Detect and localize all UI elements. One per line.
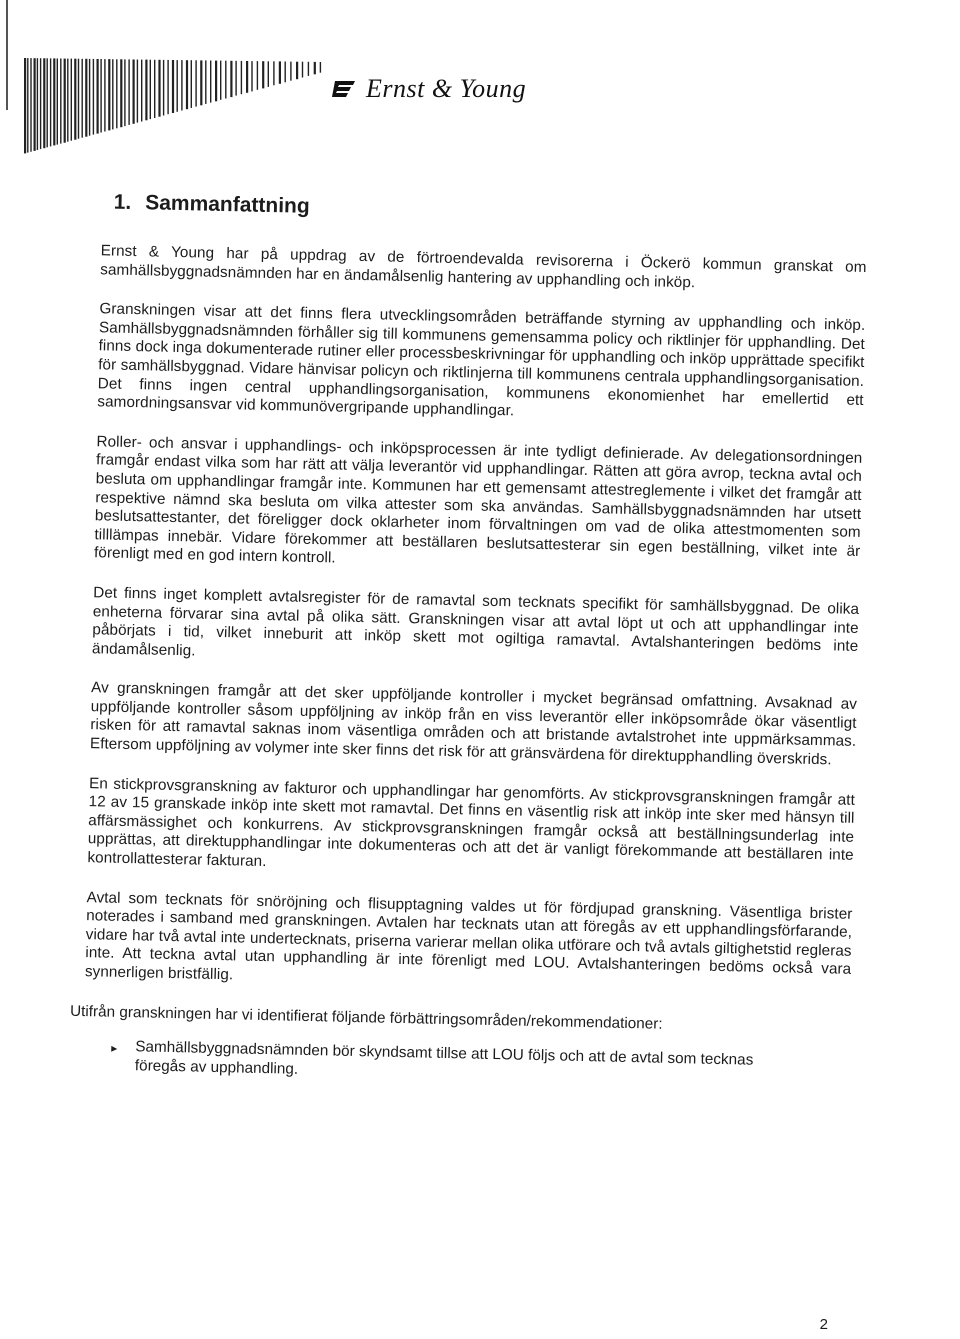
barcode-bar — [71, 59, 72, 141]
paragraph-roles: Roller- och ansvar i upphandlings- och inköpsprocessen är inte tydligt definierade. Av delegationsordningen framgår endast vilka som har rätt att välja leverantör vid upphandlingar. Rätten att göra avrop, teckna avtal och besluta om upphandlingar framgår inte. Kommunen har ett gemensamt attestreglemente i vilket det framgår att respektive nämnd ska besluta om vilka attester som ska användas. Samhällsbyggnadsnämnden har utsett beslutsattestanter, det föreligger dock oklarheter inom förvaltningen om vad de olika attestmomenten som tilllämpas innebär. Vidare förekommer att beställaren beslutsattesterar sin egen beställning, vilket inte är förenligt med en god intern kontroll. — [93, 432, 863, 567]
barcode-bar — [308, 62, 309, 76]
recommendation-text: Samhällsbyggnadsnämnden bör skyndsamt tillse att LOU följs och att de avtal som tecknas föregås av upphandling. — [134, 1038, 754, 1078]
barcode-bar — [60, 59, 61, 144]
summary-section — [69, 190, 868, 1091]
barcode-bar — [104, 59, 105, 131]
paragraph-snow-clearing: Avtal som tecknats för snöröjning och flisupptagning valdes ut för fördjupad granskning. Väsentliga brister noterades i samband med granskningen. Avtalen har tecknats utan att föregås av ett upphandlingsförfarande, vidare har två avtal inte undertecknats, priserna varierar mellan olika utförare och två avtals giltighetstid regleras inte. Att teckna avtal utan upphandling är inte förenligt med LOU. Avtalshanteringen bedöms också vara synnerligen bristfällig. — [84, 888, 853, 984]
barcode-bar — [43, 58, 45, 148]
barcode-bar — [177, 60, 178, 112]
barcode-bar — [172, 60, 174, 113]
paragraph-contract-register: Det finns inget komplett avtalsregister för de ramavtal som tecknats specifikt för samhällsbyggnad. De olika enheterna förvarar sina avtal på olika sätt. Granskningen visar att avtal löpt ut och att upphandlingar inte påbörjats i tid, vilket inneburit att inköp skett mot ogiltiga ramavtal. Avtalshanteringen bedöms inte ändamålsenlig. — [91, 584, 860, 660]
barcode-bar — [112, 59, 113, 129]
barcode-bar — [128, 59, 129, 125]
barcode-bar — [30, 58, 31, 152]
barcode-bar — [314, 62, 316, 74]
barcode-bar — [195, 60, 196, 106]
barcode-bar — [116, 59, 117, 128]
barcode-bar — [210, 61, 211, 103]
barcode-bar — [27, 58, 28, 153]
barcode-bar — [82, 59, 83, 138]
barcode-bar — [97, 59, 99, 134]
barcode-bar — [141, 60, 142, 122]
barcode-bar — [167, 60, 168, 114]
barcode-bar — [285, 62, 286, 83]
barcode-bar — [241, 61, 242, 94]
barcode-bar — [93, 59, 94, 135]
barcode-bar — [215, 61, 217, 102]
ey-logo-icon — [332, 78, 358, 100]
barcode-bar — [40, 58, 41, 149]
barcode-bar — [34, 58, 36, 151]
paragraph-intro: Ernst & Young har på uppdrag av de förtroendevalda revisorerna i Öckerö kommun granskat om samhällsbyggnadsnämnden har en ändamålsenlig hantering av upphandling och inköp. — [100, 242, 867, 291]
barcode-bar — [120, 59, 122, 127]
barcode-bar — [133, 60, 135, 124]
barcode-bar — [235, 61, 236, 96]
barcode-bar — [251, 61, 252, 91]
barcode-bar — [191, 60, 192, 108]
barcode-bar — [320, 62, 321, 73]
barcode-bar — [262, 61, 264, 88]
logo-text: Ernst & Young — [366, 74, 527, 103]
barcode-bar — [150, 60, 151, 119]
barcode-bar — [154, 60, 155, 118]
barcode-bar — [108, 59, 110, 130]
barcode-graphic — [22, 56, 327, 156]
section-heading — [113, 191, 867, 231]
barcode-bar — [257, 61, 258, 90]
page-number: 2 — [819, 1316, 828, 1333]
barcode-bar — [290, 62, 291, 81]
barcode-bar — [24, 58, 26, 153]
barcode-bar — [273, 61, 274, 85]
section-number: 1. — [113, 190, 132, 214]
bullet-arrow-icon: ► — [109, 1043, 120, 1056]
barcode-bar — [85, 59, 87, 137]
barcode-bar — [200, 60, 202, 105]
barcode-bar — [186, 60, 188, 109]
barcode-bar — [279, 61, 281, 83]
section-title: Sammanfattning — [145, 191, 310, 218]
barcode-bar — [302, 62, 303, 78]
barcode-bar — [74, 59, 76, 140]
barcode-bar — [67, 59, 68, 142]
barcode-bar — [158, 60, 160, 117]
barcode-bar — [163, 60, 164, 116]
barcode-bar — [64, 59, 66, 143]
recommendation-item — [109, 1038, 850, 1091]
barcode-bar — [37, 58, 38, 150]
barcode-bar — [89, 59, 90, 136]
barcode-bar — [296, 62, 298, 79]
barcode-bar — [47, 58, 48, 147]
barcode-bar — [124, 59, 125, 126]
barcode-bar — [181, 60, 182, 110]
barcode-bar — [78, 59, 79, 139]
barcode-bar — [230, 61, 232, 97]
barcode-bar — [220, 61, 221, 100]
barcode-bar — [57, 59, 58, 145]
barcode-bar — [145, 60, 147, 121]
paragraph-followup: Av granskningen framgår att det sker uppföljande kontroller i mycket begränsad omfattning. Avsaknad av uppföljande kontroller såsom uppföljning av inköp från en viss leverantör eller inköpsområde ökar väsentligt risken för att ramavtal saknas inom väsentliga områden och att bristande avtalstrohet inte uppmärksammas. Eftersom uppföljning av volymer inte sker finns det risk för att gränsvärdena för direktupphandling överskrids. — [89, 679, 858, 769]
barcode-bar — [225, 61, 226, 99]
paragraph-governance: Granskningen visar att det finns flera utvecklingsområden beträffande styrning av upphandling och inköp. Samhällsbyggnadsnämnden förhåller sig till kommunens gemensamma policy och riktlinjer för upphandling. Det finns dock inga dokumenterade rutiner eller processbeskrivningar för upphandling och inköp upprättade specifikt för samhällsbyggnad. Vidare hänvisar policyn och riktlinjerna till kommunens centrala upphandlingsorganisation. Det finns ingen central upphandlingsorganisation, kommunens ekonomienhet har emellertid ett samordningsansvar vid kommunövergripande upphandlingar. — [97, 300, 866, 420]
barcode-bar — [53, 58, 55, 145]
barcode-bar — [137, 60, 138, 123]
paragraph-sample-review: En stickprovsgranskning av fakturor och upphandlingar har genomförts. Av stickprovsgranskningen framgår att 12 av 15 granskade inköp inte skett mot ramavtal. Det finns en väsentlig risk att inköp inte sker med hänsyn till affärsmässighet och konkurrens. Av stickprovsgranskningen framgår också att beställningsunderlag inte upprättas, att direktupphandlingar inte dokumenteras och att det är vanligt förekommande att beställaren inte kontrollattesterar fakturan. — [87, 774, 856, 871]
barcode-bar — [50, 58, 51, 146]
barcode-bar — [268, 61, 269, 87]
recommendations-intro: Utifrån granskningen har vi identifierat följande förbättringsområden/rekommendationer: — [69, 1002, 663, 1033]
company-logo — [332, 74, 526, 104]
scan-edge-line — [6, 0, 8, 110]
barcode-bar — [100, 59, 101, 133]
barcode-bar — [246, 61, 248, 93]
barcode-bar — [205, 60, 206, 104]
